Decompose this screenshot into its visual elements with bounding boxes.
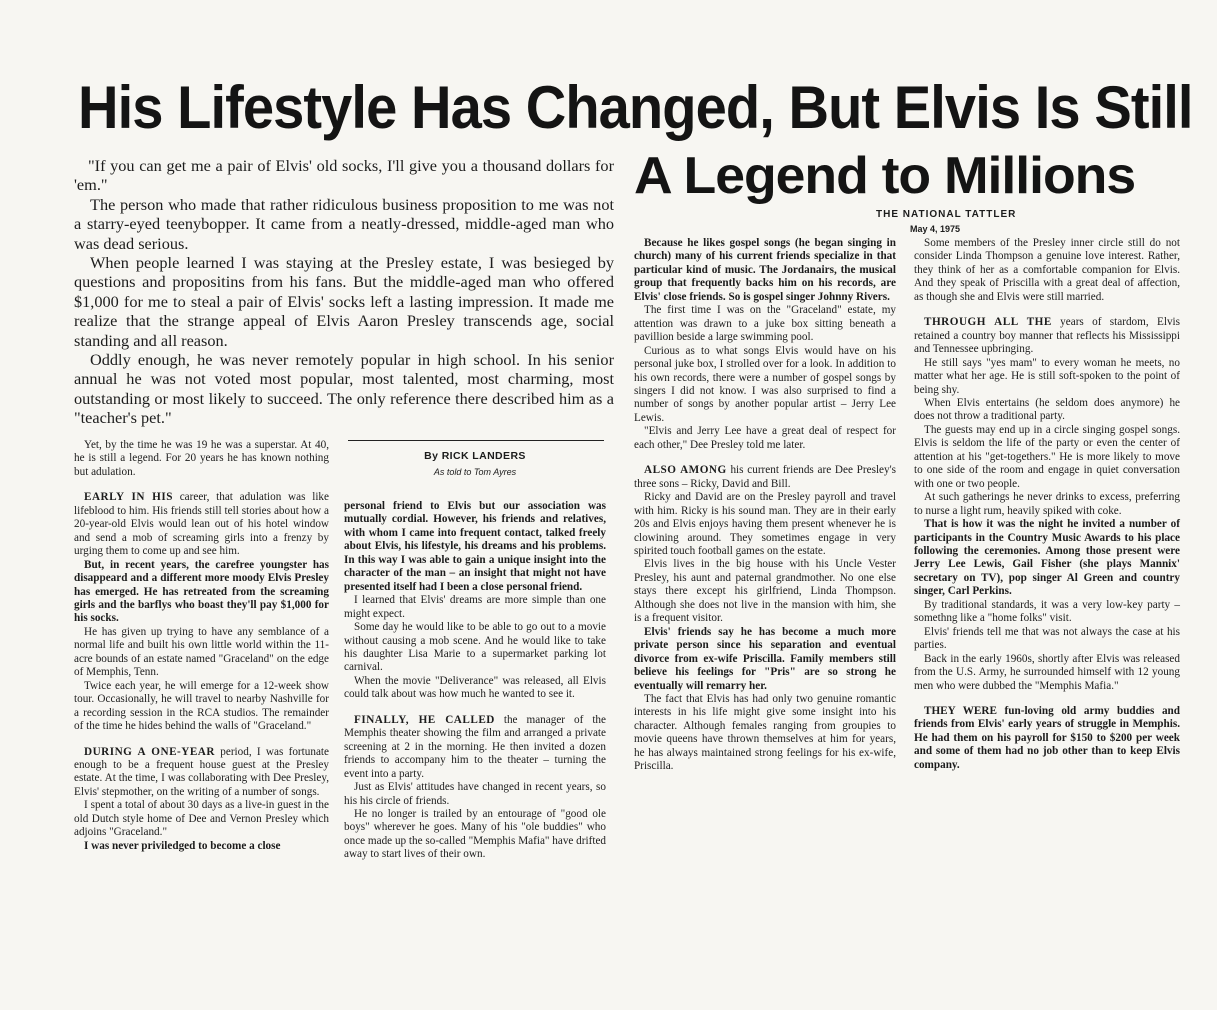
paragraph: Yet, by the time he was 19 he was a superstar. At 40, he is still a legend. For 20 years he has known nothing but adulation. xyxy=(74,439,329,478)
paragraph: I learned that Elvis' dreams are more simple than one might expect. xyxy=(344,594,606,620)
paragraph: At such gatherings he never drinks to excess, preferring to nurse a light rum, heavily spiked with coke. xyxy=(914,491,1180,517)
paragraph: Just as Elvis' attitudes have changed in recent years, so his his circle of friends. xyxy=(344,781,606,807)
paragraph: That is how it was the night he invited a number of participants in the Country Music Awards to his place following the ceremonies. Among those present were Jerry Lee Lewis, Gail Fisher (she plays Mannix' secretary on TV), pop singer Al Green and country singer, Carl Perkins. xyxy=(914,518,1180,598)
paragraph: But, in recent years, the carefree youngster has disappeard and a different more moody Elvis Presley has emerged. He has retreated from the screaming girls and the barflys who boast they'll pay $1,000 for his socks. xyxy=(74,558,329,625)
article-column-3 xyxy=(634,237,896,774)
paragraph: Elvis' friends tell me that was not always the case at his parties. xyxy=(914,625,1180,652)
paragraph xyxy=(74,491,329,558)
intro-paragraph: The person who made that rather ridiculous business proposition to me was not a starry-eyed teenybopper. It came from a neatly-dressed, middle-aged man who was dead serious. xyxy=(74,194,614,253)
paragraph: By traditional standards, it was a very low-key party – somethng like a "home folks" visit. xyxy=(914,598,1180,625)
paragraph-text: period, I was fortunate enough to be a frequent house guest at the Presley estate. At the time, I was collaborating with Dee Presley, Elvis' stepmother, on the writing of a number of songs. xyxy=(74,745,329,798)
paragraph: Some day he would like to be able to go out to a movie without causing a mob scene. And he would like to take his daughter Lisa Marie to a supermarket parking lot carnival. xyxy=(344,621,606,674)
paragraph: Some members of the Presley inner circle still do not consider Linda Thompson a genuine love interest. Rather, they think of her as a comfortable companion for Elvis. And they speak of Priscilla with a great deal of affection, as though she and Elvis were still married. xyxy=(914,237,1180,303)
byline xyxy=(344,450,606,477)
paragraph: When the movie "Deliverance" was released, all Elvis could talk about was how much he wanted to see it. xyxy=(344,674,606,701)
paragraph: THEY WERE fun-loving old army buddies and friends from Elvis' early years of struggle in Memphis. He had them on his payroll for $150 to $200 per week and some of them had no job other than to keep Elvis company. xyxy=(914,704,1180,771)
paragraph: The guests may end up in a circle singing gospel songs. Elvis is seldom the life of the party or even the center of attention at his "get-togethers." He is more likely to move to one side of the room and engage in quiet conversation with one or two people. xyxy=(914,423,1180,490)
headline-line-1: His Lifestyle Has Changed, But Elvis Is Still xyxy=(78,74,1193,141)
paragraph: I was never priviledged to become a close xyxy=(84,839,281,852)
paragraph: He still says "yes mam" to every woman he meets, no matter what her age. He is still soft-spoken to the point of being shy. xyxy=(914,356,1180,396)
lead-in: THROUGH ALL THE xyxy=(924,316,1052,329)
paragraph: Curious as to what songs Elvis would have on his personal juke box, I strolled over for a look. In addition to his own records, there were a number of gospel songs by singers I did not know. I was also surprised to find a number of songs by another popular artist – Jerry Lee Lewis. xyxy=(634,344,896,424)
paragraph: Elvis lives in the big house with his Uncle Vester Presley, his aunt and paternal grandmother. No one else stays there except his girlfriend, Linda Thompson. Although she does not live in the mansion with him, she is a frequent visitor. xyxy=(634,558,896,625)
lead-in: ALSO AMONG xyxy=(644,464,727,477)
lead-in: EARLY IN HIS xyxy=(84,491,173,504)
paragraph: The fact that Elvis has had only two genuine romantic interests in his life might give some insight into his character. Although females ranging from groupies to movie queens have thrown themselves at him for years, he has always maintained strong feelings for his ex-wife, Priscilla. xyxy=(634,692,896,773)
paragraph xyxy=(74,746,329,800)
intro-paragraph: "If you can get me a pair of Elvis' old socks, I'll give you a thousand dollars for 'em." xyxy=(74,156,614,195)
byline-divider xyxy=(348,440,604,441)
paragraph: He has given up trying to have any semblance of a normal life and built his own little world within the 11-acre bounds of an estate named "Graceland" on the edge of Memphis, Tenn. xyxy=(74,625,329,679)
paragraph xyxy=(344,714,606,781)
paragraph xyxy=(914,316,1180,356)
paragraph-text: the manager of the Memphis theater showing the film and arranged a private screening at 2 in the morning. He then invited a dozen friends to accompany him to the theater – turning the event into a party. xyxy=(344,713,606,780)
paragraph: When Elvis entertains (he seldom does anymore) he does not throw a traditional party. xyxy=(914,396,1180,423)
paragraph: personal friend to Elvis but our association was mutually cordial. However, his friends and relatives, with whom I came into frequent contact, talked freely about Elvis, his lifestyle, his dreams and his problems. In this way I was able to gain a unique insight into the character of the man – an insight that might not have presented itself had I been a close personal friend. xyxy=(344,500,606,593)
paragraph: The first time I was on the "Graceland" estate, my attention was drawn to a juke box sitting beneath a pavillion beside a large swimming pool. xyxy=(634,304,896,344)
paragraph-text: his current friends are Dee Presley's three sons – Ricky, David and Bill. xyxy=(634,464,896,490)
paragraph: Elvis' friends say he has become a much more private person since his separation and eventual divorce from ex-wife Priscilla. Family members still believe his feelings for "Pris" are so strong he eventually will remarry her. xyxy=(634,625,896,692)
article-column-2 xyxy=(344,500,606,862)
lead-in: DURING A ONE-YEAR xyxy=(84,745,215,758)
paragraph: "Elvis and Jerry Lee have a great deal of respect for each other," Dee Presley told me later. xyxy=(634,425,896,451)
intro-text xyxy=(74,156,614,428)
byline-as-told: As told to Tom Ayres xyxy=(433,467,517,477)
paragraph xyxy=(634,464,896,491)
paragraph: Ricky and David are on the Presley payroll and travel with him. Ricky is his sound man. They are in their early 20s and Elvis enjoys having them present whenever he is clowining around. They sometimes engage in very spirited touch football games on the estate. xyxy=(634,491,896,557)
paragraph-text: years of stardom, Elvis retained a country boy manner that reflects his Mississippi and Tennessee upbringing. xyxy=(914,316,1180,356)
headline-line-2: A Legend to Millions xyxy=(634,147,1136,205)
paragraph: Twice each year, he will emerge for a 12-week show tour. Occasionally, he will travel to nearby Nashville for a recording session in the RCA studios. The remainder of the time he hides behind the walls of "Graceland." xyxy=(74,679,329,733)
paragraph-text: career, that adulation was like lifeblood to him. His friends still tell stories about how a 20-year-old Elvis would lean out of his hotel window and send a mob of screaming girls into a frenzy by urging them to come up and see him. xyxy=(74,491,329,558)
newspaper-source: THE NATIONAL TATTLER xyxy=(876,209,1017,220)
paragraph: Back in the early 1960s, shortly after Elvis was released from the U.S. Army, he surrounded himself with 12 young men who were dubbed the "Memphis Mafia." xyxy=(914,652,1180,692)
intro-paragraph: When people learned I was staying at the Presley estate, I was besieged by questions and propositins from his fans. But the middle-aged man who offered $1,000 for me to steal a pair of Elvis' socks left a lasting impression. It made me realize that the strange appeal of Elvis Aaron Presley transcends age, social standing and all reason. xyxy=(74,253,614,350)
paragraph: I spent a total of about 30 days as a live-in guest in the old Dutch style home of Dee and Vernon Presley which adjoins "Graceland." xyxy=(74,799,329,839)
article-column-4 xyxy=(914,237,1180,772)
paragraph: He no longer is trailed by an entourage of "good ole boys" wherever he goes. Many of his "ole buddies" who once made up the so-called "Memphis Mafia" have drifted away to start lives of their own. xyxy=(344,807,607,861)
article-column-1 xyxy=(74,439,329,853)
lead-in: FINALLY, HE CALLED xyxy=(354,713,495,726)
byline-author: By RICK LANDERS xyxy=(424,450,526,462)
paragraph: Because he likes gospel songs (he began singing in church) many of his current friends specialize in that particular kind of music. The Jordanairs, the musical group that frequently backs him on his records, are Elvis' close friends. So is gospel singer Johnny Rivers. xyxy=(634,237,896,303)
publication-date: May 4, 1975 xyxy=(910,224,961,234)
intro-paragraph: Oddly enough, he was never remotely popular in high school. In his senior annual he was not voted most popular, most talented, most charming, most outstanding or most likely to succeed. The only reference there described him as a "teacher's pet." xyxy=(74,350,614,428)
